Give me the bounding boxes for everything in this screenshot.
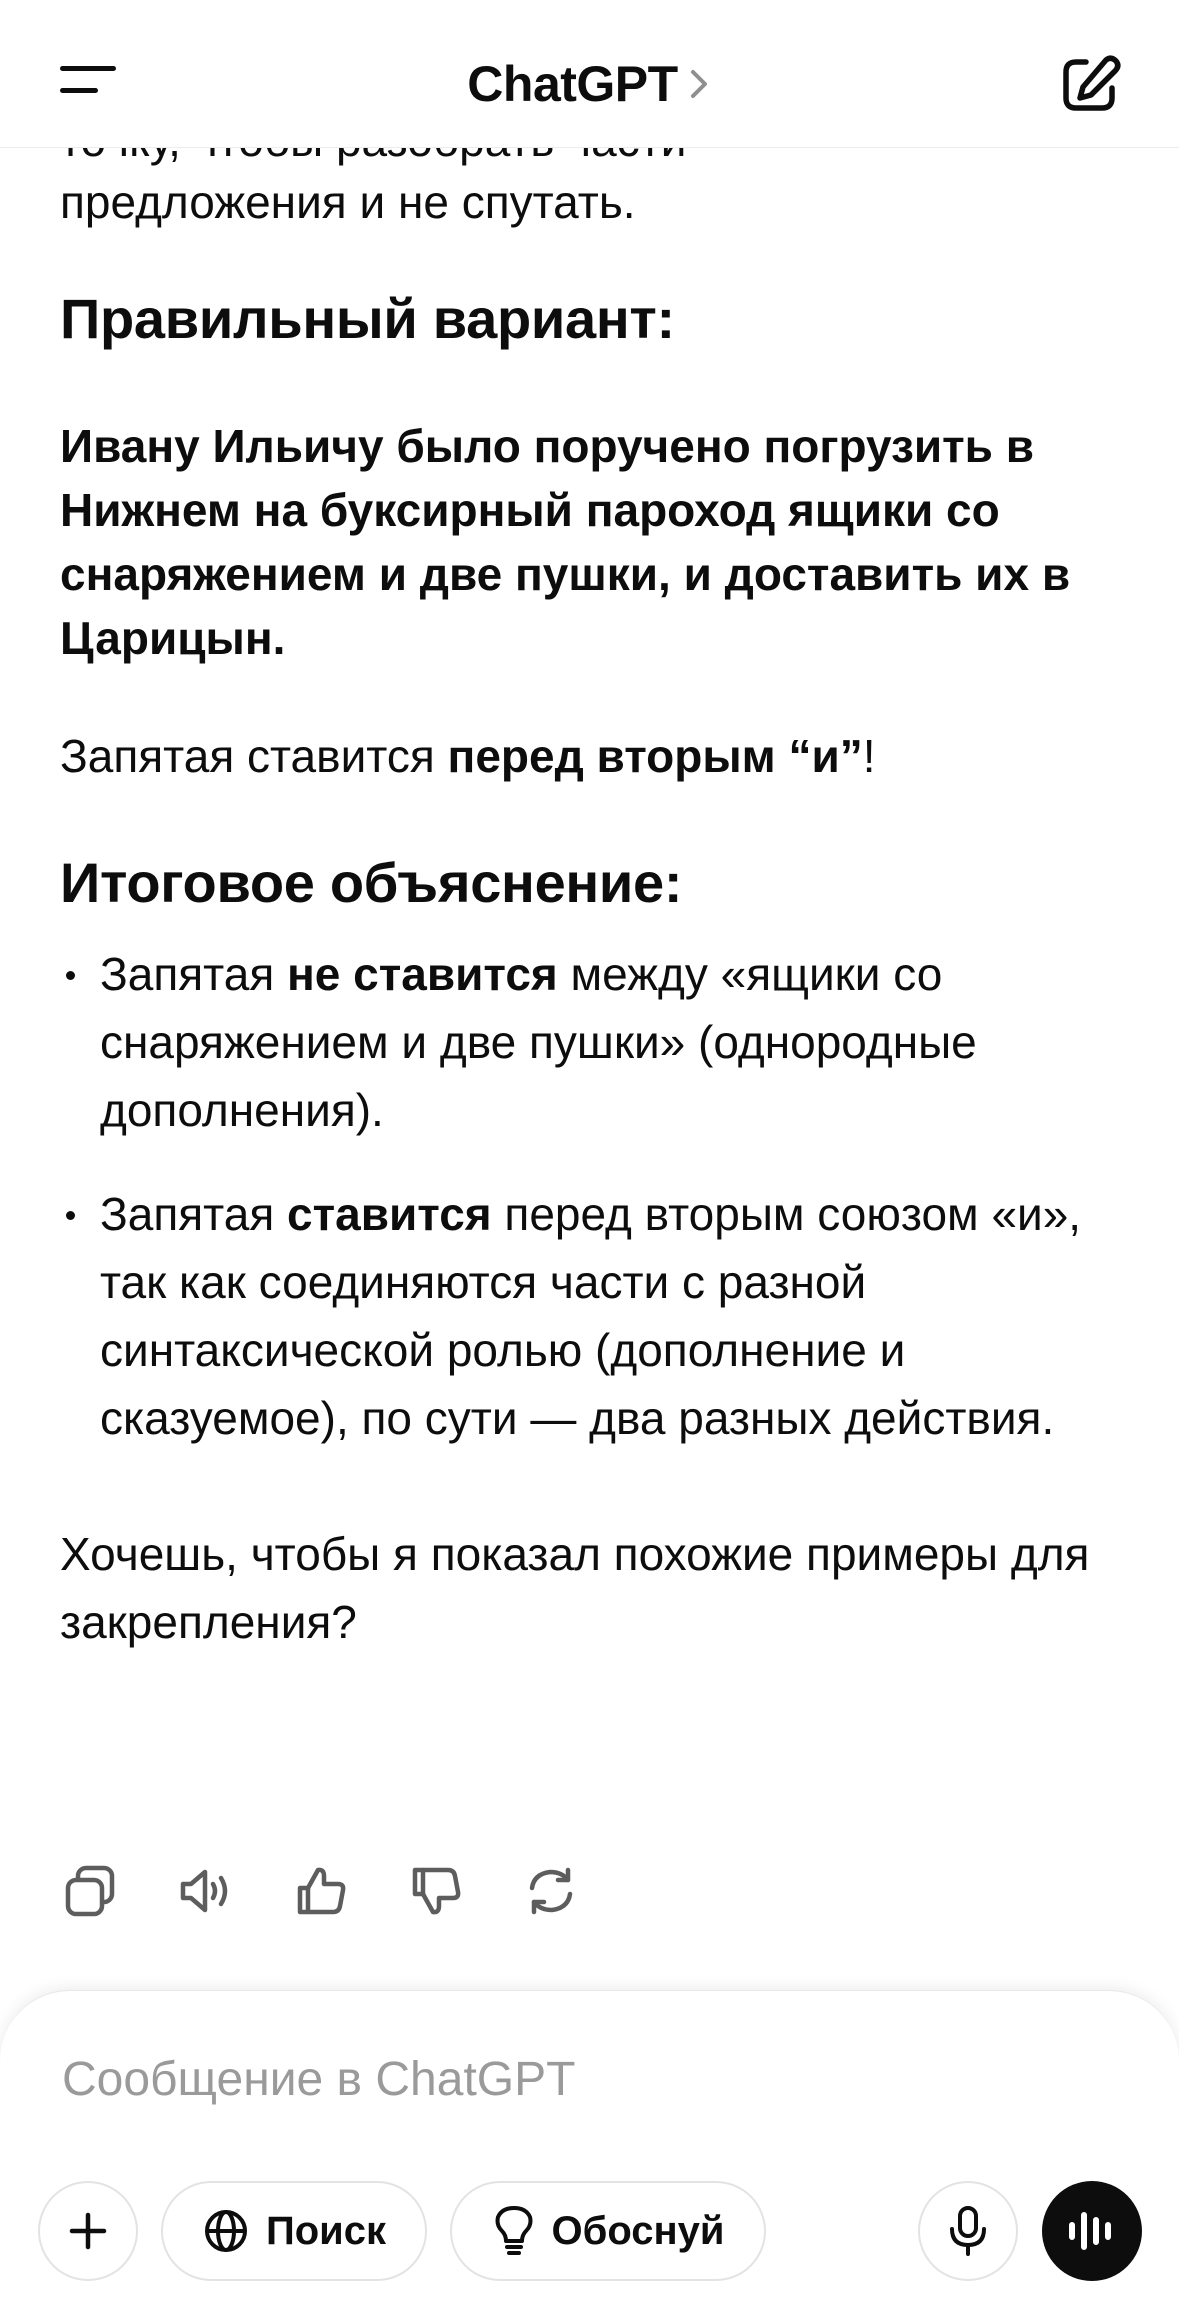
reason-button[interactable] xyxy=(450,2181,766,2281)
list-item: Запятая не ставится между «ящики со снаряжением и две пушки» (однородные дополнения). xyxy=(60,940,1100,1144)
correct-sentence: Ивану Ильичу было поручено погрузить в Нижнем на буксирный пароход ящики со снаряжением и две пушки, и доставить их в Царицын. xyxy=(60,420,1071,664)
assistant-message xyxy=(60,148,1100,1656)
app-title[interactable]: ChatGPT xyxy=(467,56,678,112)
lightbulb-icon xyxy=(492,2205,536,2257)
model-switcher[interactable] xyxy=(0,52,1179,116)
search-label: Поиск xyxy=(265,2208,387,2253)
dictate-button[interactable] xyxy=(918,2181,1018,2281)
heading-summary: Итоговое объяснение: xyxy=(60,851,683,914)
explanation-list xyxy=(60,940,1100,1452)
reason-label: Обоснуй xyxy=(551,2208,725,2253)
list-item: Запятая ставится перед вторым союзом «и», так как соединяются части с разной синтаксической ролью (дополнение и сказуемое), по сути — два разных действия. xyxy=(60,1180,1100,1452)
copy-icon[interactable] xyxy=(60,1860,122,1922)
heading-correct: Правильный вариант: xyxy=(60,287,675,350)
regenerate-icon[interactable] xyxy=(520,1860,582,1922)
globe-icon xyxy=(202,2207,250,2255)
message-actions xyxy=(60,1860,582,1926)
chevron-right-icon xyxy=(686,64,712,104)
search-button[interactable] xyxy=(161,2181,427,2281)
composer xyxy=(0,1990,1179,2320)
voice-waveform-icon xyxy=(1065,2209,1119,2253)
new-chat-icon[interactable] xyxy=(1056,52,1122,118)
thumbs-up-icon[interactable] xyxy=(290,1860,352,1922)
read-aloud-icon[interactable] xyxy=(175,1860,237,1922)
comma-note: Запятая ставится перед вторым “и”! xyxy=(60,730,876,782)
microphone-icon xyxy=(948,2205,988,2257)
top-bar xyxy=(0,0,1179,148)
message-paragraph: предложения и не спутать. xyxy=(60,176,636,228)
message-input[interactable] xyxy=(62,2039,1112,2119)
attach-button[interactable] xyxy=(38,2181,138,2281)
thumbs-down-icon[interactable] xyxy=(405,1860,467,1922)
plus-icon xyxy=(66,2209,110,2253)
voice-mode-button[interactable] xyxy=(1042,2181,1142,2281)
followup-question: Хочешь, чтобы я показал похожие примеры для закрепления? xyxy=(60,1528,1090,1648)
